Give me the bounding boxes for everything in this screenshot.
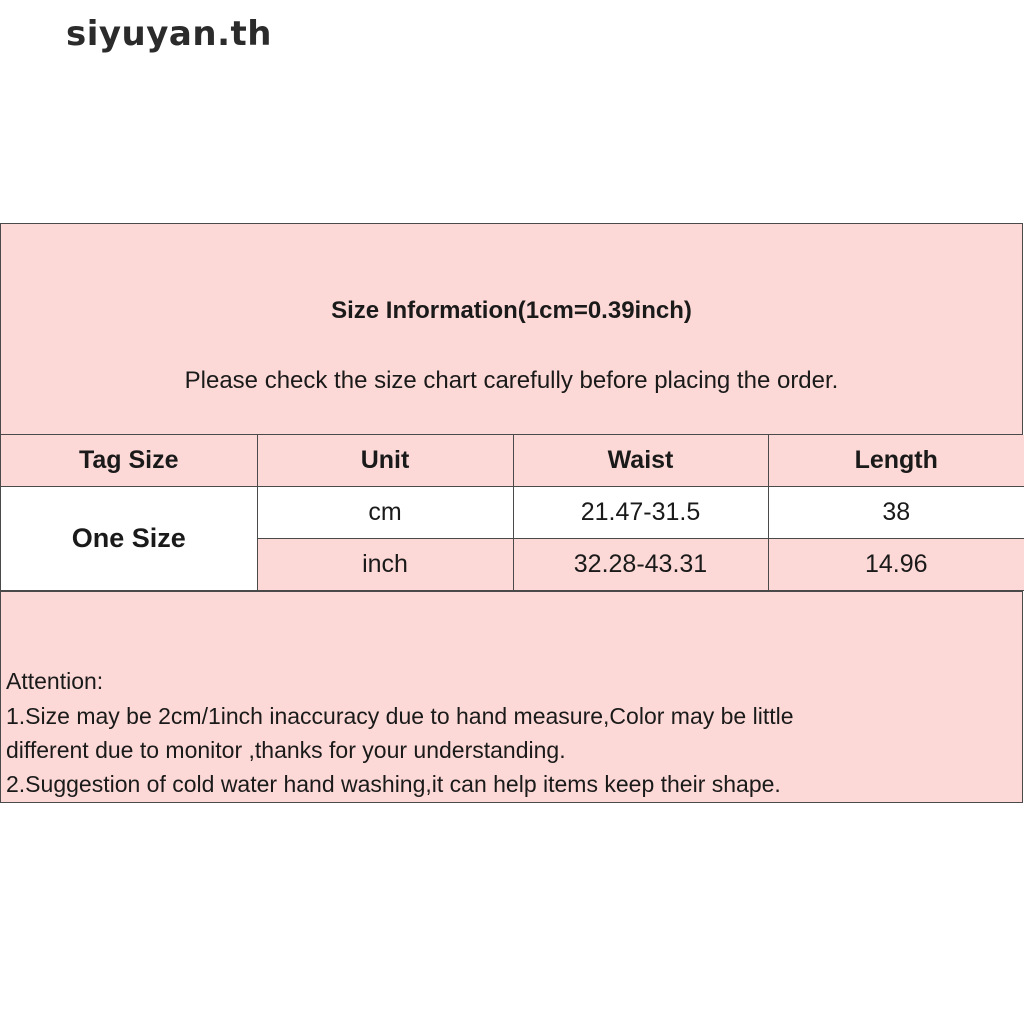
- tag-size-cell: One Size: [1, 487, 257, 591]
- note-line: different due to monitor ,thanks for your understanding.: [6, 737, 566, 763]
- table-header-row: [1, 435, 1024, 487]
- waist-cell: 21.47-31.5: [513, 487, 768, 539]
- size-table: [1, 435, 1024, 591]
- note-line: 1.Size may be 2cm/1inch inaccuracy due to hand measure,Color may be little: [6, 703, 794, 729]
- length-cell: 38: [768, 487, 1024, 539]
- column-header-tag-size: Tag Size: [1, 435, 257, 487]
- column-header-length: Length: [768, 435, 1024, 487]
- unit-cell: cm: [257, 487, 513, 539]
- table-row: [1, 487, 1024, 539]
- waist-cell: 32.28-43.31: [513, 539, 768, 591]
- length-cell: 14.96: [768, 539, 1024, 591]
- column-header-waist: Waist: [513, 435, 768, 487]
- size-chart: [0, 223, 1023, 803]
- attention-heading: Attention:: [6, 668, 104, 694]
- size-chart-subtitle: Please check the size chart carefully before placing the order.: [184, 367, 839, 394]
- column-header-unit: Unit: [257, 435, 513, 487]
- note-line: 2.Suggestion of cold water hand washing,it can help items keep their shape.: [6, 771, 781, 797]
- attention-notes: [1, 591, 1022, 802]
- unit-cell: inch: [257, 539, 513, 591]
- store-watermark: siyuyan.th: [66, 14, 272, 54]
- size-chart-title: Size Information(1cm=0.39inch): [331, 297, 692, 324]
- size-chart-header: [1, 224, 1022, 435]
